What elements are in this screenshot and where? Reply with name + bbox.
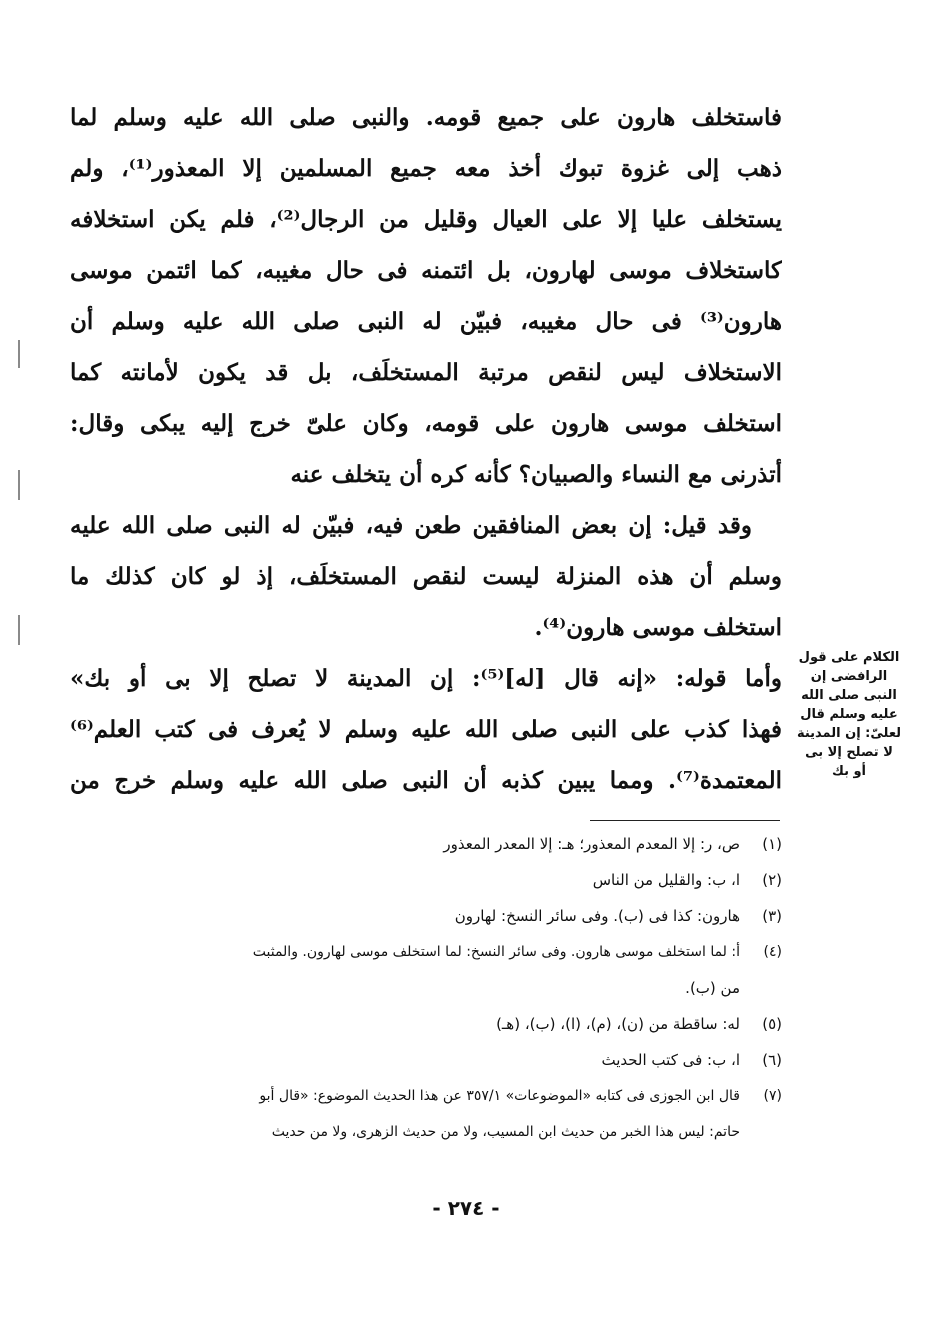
text-line: استخلف موسى هارون على قومه، وكان علىّ خرج إليه يبكى وقال: — [70, 410, 782, 437]
text-line: وقد قيل: إن بعض المنافقين طعن فيه، فبيّن له النبى صلى الله عليه — [70, 512, 752, 539]
lead-word: وأما قوله: — [675, 665, 782, 692]
margin-note-line: الرافضى إن — [810, 669, 888, 684]
footnote-text: هارون: كذا فى (ب). وفى سائر النسخ: لهارون — [454, 907, 740, 925]
margin-note-line: لعلىّ: إن المدينة — [796, 726, 902, 741]
footnote-text: ا، ب: فى كتب الحديث — [601, 1051, 740, 1069]
margin-note-line: عليه وسلم قال — [800, 707, 898, 722]
margin-note-line: أو بك — [831, 764, 867, 779]
text-line: أتذرنى مع النساء والصبيان؟ كأنه كره أن يتخلف عنه — [290, 461, 782, 488]
footnotes — [70, 826, 782, 1150]
text-line: فاستخلف هارون على جميع قومه. والنبى صلى الله عليه وسلم لما — [70, 104, 782, 131]
text-line: يستخلف عليا إلا على العيال وقليل من الرجال⁽²⁾، فلم يكن استخلافه — [70, 206, 782, 233]
footnote — [70, 826, 782, 862]
scan-edge-mark — [18, 615, 20, 645]
main-text-body — [70, 92, 782, 806]
text-line: كاستخلاف موسى لهارون، بل ائتمنه فى حال مغيبه، كما ائتمن موسى — [70, 257, 782, 284]
footnote-text: ص، ر: إلا المعدم المعذور؛ هـ: إلا المعدر المعذور — [443, 835, 740, 853]
footnote-text: من (ب). — [685, 979, 740, 997]
footnote-text: ا، ب: والقليل من الناس — [592, 871, 740, 889]
footnote — [70, 1006, 782, 1042]
footnote-text: له: ساقطة من (ن)، (م)، (ا)، (ب)، (هـ) — [496, 1015, 740, 1033]
text-line-with-lead — [70, 653, 782, 704]
footnote-number: (٧) — [763, 1088, 782, 1104]
scan-edge-mark — [18, 340, 20, 368]
margin-note-line: الكلام على قول — [798, 650, 900, 665]
text-line: هارون⁽³⁾ فى حال مغيبه، فبيّن له النبى صلى الله عليه وسلم أن — [70, 308, 782, 335]
page-number: - ٢٧٤ - — [432, 1196, 500, 1220]
footnote-number: (٦) — [762, 1051, 782, 1069]
footnote — [70, 934, 782, 970]
footnote — [70, 898, 782, 934]
margin-note-line: لا تصلح إلا بى — [805, 745, 893, 760]
footnote-continuation — [70, 970, 782, 1006]
margin-note-line: النبى صلى الله — [801, 688, 897, 703]
text-line: استخلف موسى هارون⁽⁴⁾. — [534, 614, 782, 641]
footnote — [70, 1042, 782, 1078]
footnote-number: (٤) — [763, 944, 782, 960]
footnote-text: حاتم: ليس هذا الخبر من حديث ابن المسيب، ولا من حديث الزهرى، ولا من حديث — [271, 1124, 740, 1140]
footnote-number: (٥) — [762, 1015, 782, 1033]
footnote-separator — [590, 820, 780, 821]
footnote-continuation — [70, 1114, 782, 1150]
footnote-text: أ: لما استخلف موسى هارون. وفى سائر النسخ: لما استخلف موسى لهارون. والمثبت — [252, 944, 740, 960]
footnote-number: (١) — [762, 835, 782, 853]
scan-edge-mark — [18, 470, 20, 500]
text-line: المعتمدة⁽⁷⁾. ومما يبين كذبه أن النبى صلى الله عليه وسلم خرج من — [70, 767, 782, 794]
footnote-number: (٢) — [762, 871, 782, 889]
text-line: فهذا كذب على النبى صلى الله عليه وسلم لا يُعرف فى كتب العلم⁽⁶⁾ — [70, 716, 782, 743]
text-line: الاستخلاف ليس لنقص مرتبة المستخلَف، بل قد يكون لأمانته كما — [70, 359, 782, 386]
footnote — [70, 862, 782, 898]
margin-note — [790, 648, 908, 781]
footnote-text: قال ابن الجوزى فى كتابه «الموضوعات» ٣٥٧/١ عن هذا الحديث الموضوع: «قال أبو — [259, 1088, 740, 1104]
text-line: وسلم أن هذه المنزلة ليست لنقص المستخلَف، إذ لو كان كذلك ما — [70, 563, 782, 590]
footnote-number: (٣) — [762, 907, 782, 925]
text-line: ذهب إلى غزوة تبوك أخذ معه جميع المسلمين إلا المعذور⁽¹⁾، ولم — [70, 155, 782, 182]
quoted-claim: «إنه قال [له]⁽⁵⁾: إن المدينة لا تصلح إلا بى أو بك» — [70, 665, 658, 692]
footnote — [70, 1078, 782, 1114]
